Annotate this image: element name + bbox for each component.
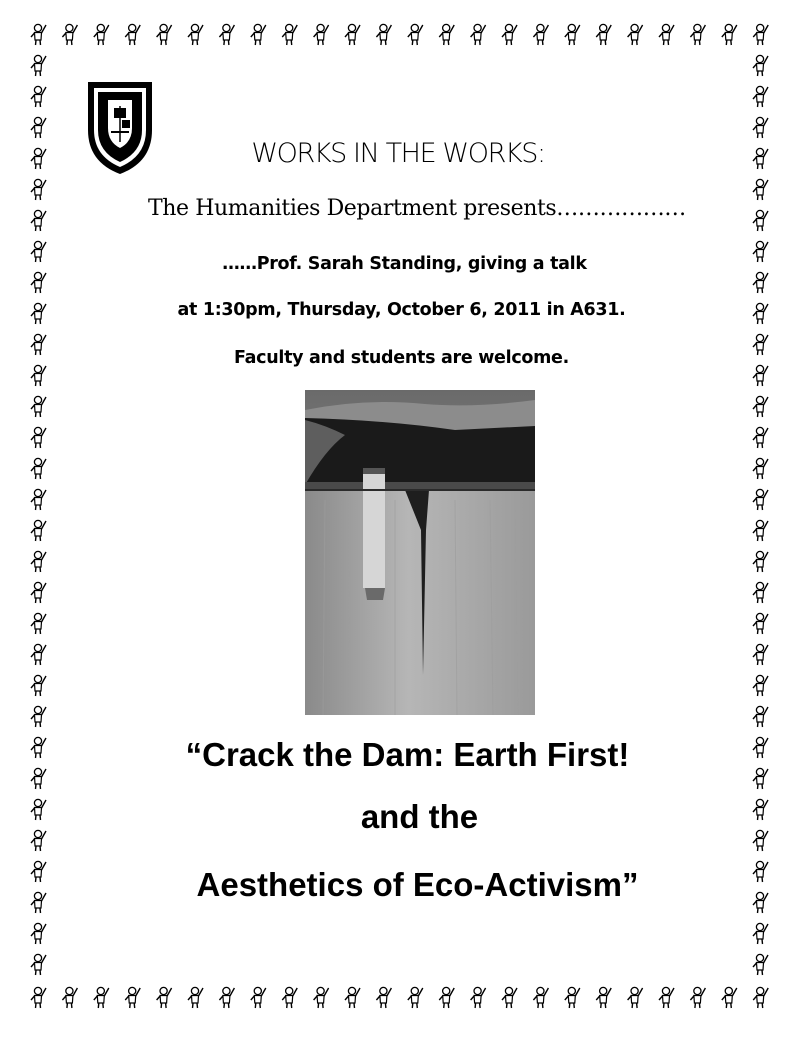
waving-person-icon bbox=[251, 987, 266, 1008]
waving-person-icon bbox=[628, 24, 643, 45]
waving-person-icon bbox=[31, 117, 46, 138]
waving-person-icon bbox=[753, 675, 768, 696]
waving-person-icon bbox=[628, 987, 643, 1008]
waving-person-icon bbox=[753, 551, 768, 572]
waving-person-icon bbox=[376, 987, 391, 1008]
presenter-line: The Humanities Department presents……………… bbox=[148, 196, 686, 221]
waving-person-icon bbox=[690, 24, 705, 45]
waving-person-icon bbox=[31, 489, 46, 510]
waving-person-icon bbox=[753, 86, 768, 107]
waving-person-icon bbox=[753, 427, 768, 448]
waving-person-icon bbox=[188, 24, 203, 45]
waving-person-icon bbox=[188, 987, 203, 1008]
waving-person-icon bbox=[753, 923, 768, 944]
waving-person-icon bbox=[753, 117, 768, 138]
waving-person-icon bbox=[408, 24, 423, 45]
waving-person-icon bbox=[31, 427, 46, 448]
event-series-title: WORKS IN THE WORKS: bbox=[251, 138, 545, 169]
waving-person-icon bbox=[31, 613, 46, 634]
speaker-line: ……Prof. Sarah Standing, giving a talk bbox=[222, 254, 587, 274]
waving-person-icon bbox=[753, 458, 768, 479]
waving-person-icon bbox=[31, 582, 46, 603]
waving-person-icon bbox=[62, 987, 77, 1008]
waving-person-icon bbox=[31, 644, 46, 665]
waving-person-icon bbox=[753, 954, 768, 975]
waving-person-icon bbox=[408, 987, 423, 1008]
waving-person-icon bbox=[157, 987, 172, 1008]
waving-person-icon bbox=[94, 987, 109, 1008]
waving-person-icon bbox=[31, 148, 46, 169]
waving-person-icon bbox=[345, 24, 360, 45]
waving-person-icon bbox=[690, 987, 705, 1008]
welcome-line: Faculty and students are welcome. bbox=[234, 348, 569, 368]
waving-person-icon bbox=[753, 644, 768, 665]
waving-person-icon bbox=[753, 179, 768, 200]
waving-person-icon bbox=[251, 24, 266, 45]
waving-person-icon bbox=[439, 987, 454, 1008]
college-logo bbox=[84, 78, 156, 178]
waving-person-icon bbox=[282, 24, 297, 45]
waving-person-icon bbox=[31, 365, 46, 386]
waving-person-icon bbox=[282, 987, 297, 1008]
waving-person-icon bbox=[94, 24, 109, 45]
waving-person-icon bbox=[471, 987, 486, 1008]
waving-person-icon bbox=[533, 987, 548, 1008]
waving-person-icon bbox=[596, 24, 611, 45]
waving-person-icon bbox=[157, 24, 172, 45]
waving-person-icon bbox=[31, 706, 46, 727]
waving-person-icon bbox=[722, 987, 737, 1008]
waving-person-icon bbox=[722, 24, 737, 45]
waving-person-icon bbox=[31, 675, 46, 696]
waving-person-icon bbox=[659, 987, 674, 1008]
waving-person-icon bbox=[565, 987, 580, 1008]
waving-person-icon bbox=[753, 210, 768, 231]
waving-person-icon bbox=[125, 987, 140, 1008]
waving-person-icon bbox=[314, 987, 329, 1008]
waving-person-icon bbox=[596, 987, 611, 1008]
waving-person-icon bbox=[31, 923, 46, 944]
dam-photo bbox=[305, 390, 535, 715]
waving-person-icon bbox=[376, 24, 391, 45]
waving-person-icon bbox=[502, 24, 517, 45]
waving-person-icon bbox=[753, 365, 768, 386]
waving-person-icon bbox=[753, 613, 768, 634]
waving-person-icon bbox=[31, 86, 46, 107]
waving-person-icon bbox=[31, 179, 46, 200]
college-seal-icon bbox=[84, 78, 156, 178]
waving-person-icon bbox=[314, 24, 329, 45]
waving-person-icon bbox=[753, 272, 768, 293]
waving-person-icon bbox=[31, 272, 46, 293]
waving-person-icon bbox=[31, 210, 46, 231]
waving-person-icon bbox=[31, 954, 46, 975]
waving-person-icon bbox=[439, 24, 454, 45]
waving-person-icon bbox=[31, 396, 46, 417]
talk-title-line-2: and the bbox=[360, 798, 479, 835]
waving-person-icon bbox=[31, 55, 46, 76]
waving-person-icon bbox=[31, 551, 46, 572]
waving-person-icon bbox=[502, 987, 517, 1008]
waving-person-icon bbox=[219, 24, 234, 45]
waving-person-icon bbox=[753, 582, 768, 603]
waving-person-icon bbox=[31, 520, 46, 541]
waving-person-icon bbox=[753, 706, 768, 727]
waving-person-icon bbox=[533, 24, 548, 45]
waving-person-icon bbox=[125, 24, 140, 45]
waving-person-icon bbox=[565, 24, 580, 45]
waving-person-icon bbox=[753, 55, 768, 76]
waving-person-icon bbox=[219, 987, 234, 1008]
waving-person-icon bbox=[753, 24, 768, 45]
talk-title-line-1: “Crack the Dam: Earth First! bbox=[185, 736, 630, 773]
waving-person-icon bbox=[31, 987, 46, 1008]
waving-person-icon bbox=[753, 148, 768, 169]
talk-title-line-3: Aesthetics of Eco-Activism” bbox=[196, 866, 639, 903]
waving-person-icon bbox=[753, 520, 768, 541]
time-location-line: at 1:30pm, Thursday, October 6, 2011 in A631. bbox=[177, 300, 626, 320]
waving-person-icon bbox=[345, 987, 360, 1008]
waving-person-icon bbox=[31, 24, 46, 45]
waving-person-icon bbox=[659, 24, 674, 45]
waving-person-icon bbox=[62, 24, 77, 45]
waving-person-icon bbox=[31, 458, 46, 479]
waving-person-icon bbox=[753, 396, 768, 417]
waving-person-icon bbox=[471, 24, 486, 45]
waving-person-icon bbox=[753, 987, 768, 1008]
waving-person-icon bbox=[753, 489, 768, 510]
